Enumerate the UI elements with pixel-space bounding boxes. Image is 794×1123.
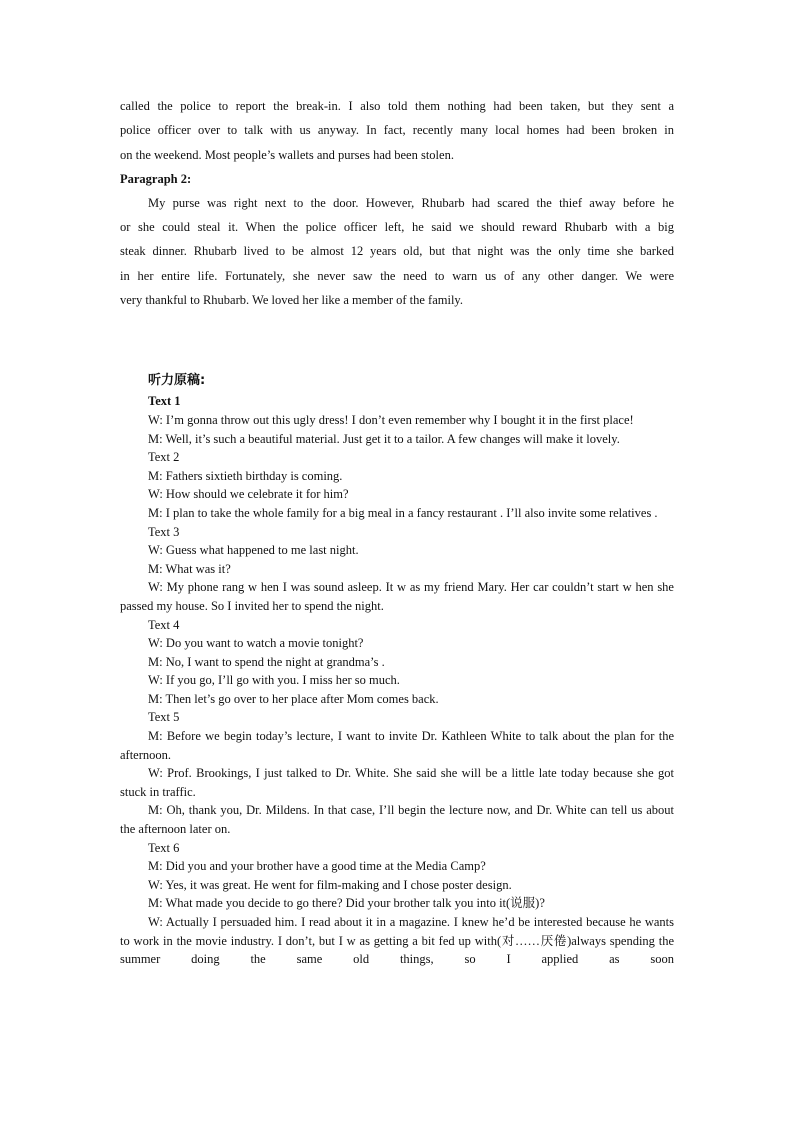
document-page [120,94,674,969]
text-label: Text 5 [148,710,180,725]
dialogue-line: M: Well, it’s such a beautiful material. Just get it to a tailor. A few changes will make it lovely. [148,431,620,446]
paragraph-line: called the police to report the break-in. I also told them nothing had been taken, but they sent a [120,99,674,113]
paragraph-line: very thankful to Rhubarb. We loved her like a member of the family. [120,293,463,308]
text-label: Text 2 [148,450,180,465]
dialogue-line: W: If you go, I’ll go with you. I miss her so much. [148,673,400,688]
dialogue-line: M: Then let’s go over to her place after Mom comes back. [148,691,439,706]
spacer [120,312,674,370]
dialogue-line: M: Oh, thank you, Dr. Mildens. In that case, I’ll begin the lecture now, and Dr. White can tell us about the afternoon later on. [120,803,674,837]
dialogue-line: M: I plan to take the whole family for a big meal in a fancy restaurant . I’ll also invite some relatives . [148,505,658,520]
dialogue-line: W: Yes, it was great. He went for film-making and I chose poster design. [148,877,512,892]
paragraph2-body [120,191,674,312]
dialogue-line: M: Fathers sixtieth birthday is coming. [148,468,343,483]
paragraph2-heading: Paragraph 2: [120,171,192,186]
paragraph-line: or she could steal it. When the police officer left, he said we should reward Rhubarb with a big [120,220,674,235]
dialogue-line: W: How should we celebrate it for him? [148,487,349,502]
text-label: Text 4 [148,617,180,632]
dialogue-line: M: What made you decide to go there? Did your brother talk you into it(说服)? [148,896,545,911]
dialogue-line: W: Prof. Brookings, I just talked to Dr. White. She said she will be a little late today because she got stuck in traffic. [120,766,674,799]
dialogue-line: W: Actually I persuaded him. I read about it in a magazine. I knew he’d be interested because he wants to work in the movie industry. I don’t, but I w as getting a bit fed up with(对……厌倦)always spending the summer doing the same old things, so I applied as soon [120,915,674,967]
dialogue-line: W: My phone rang w hen I was sound asleep. It w as my friend Mary. Her car couldn’t start w hen she passed my house. So I invited her to spend the night. [120,580,674,613]
text-label: Text 3 [148,524,180,539]
paragraph-line: in her entire life. Fortunately, she never saw the need to warn us of any other danger. We were [120,268,674,283]
dialogue-line: W: I’m gonna throw out this ugly dress! I don’t even remember why I bought it in the first place! [148,412,634,427]
dialogue-line: M: Did you and your brother have a good time at the Media Camp? [148,859,486,874]
dialogue-line: M: What was it? [148,561,231,576]
paragraph-line: steak dinner. Rhubarb lived to be almost 12 years old, but that night was the only time she barked [120,244,674,259]
dialogue-line: W: Guess what happened to me last night. [148,543,359,558]
dialogue-line: M: No, I want to spend the night at grandma’s . [148,654,385,669]
dialogue-line: M: Before we begin today’s lecture, I want to invite Dr. Kathleen White to talk about the plan for the afternoon. [120,729,674,762]
text-label: Text 6 [148,840,180,855]
dialogue-line: W: Do you want to watch a movie tonight? [148,636,364,651]
paragraph-line: police officer over to talk with us anyway. In fact, recently many local homes had been broken in [120,123,674,138]
listening-script [120,392,674,968]
text-label: Text 1 [148,394,181,409]
paragraph-line: My purse was right next to the door. However, Rhubarb had scared the thief away before he [148,195,674,210]
listening-script-title: 听力原稿: [148,373,206,389]
top-paragraph [120,94,674,167]
paragraph-line: on the weekend. Most people’s wallets and purses had been stolen. [120,147,454,162]
